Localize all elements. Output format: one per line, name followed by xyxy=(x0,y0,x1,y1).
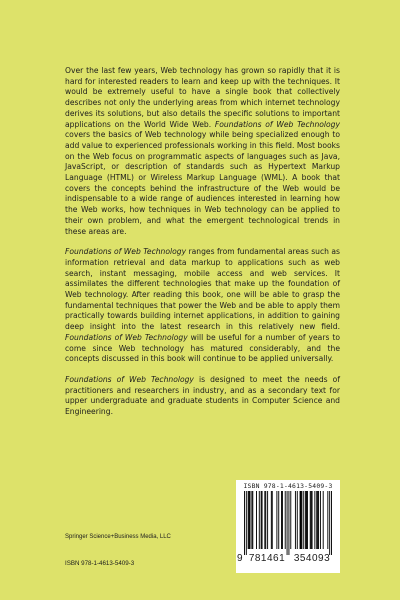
barcode-bar xyxy=(249,491,250,549)
barcode-bar xyxy=(290,491,291,549)
barcode-bar xyxy=(281,491,282,549)
barcode-bar xyxy=(261,491,262,549)
barcode-bar xyxy=(262,491,263,549)
barcode-bar xyxy=(271,491,272,549)
barcode-bar xyxy=(331,491,332,555)
barcode-bar xyxy=(267,491,268,549)
barcode-isbn-text: ISBN 978-1-4613-5409-3 xyxy=(243,482,333,490)
barcode-bar xyxy=(317,491,318,549)
barcode-bar xyxy=(272,491,273,549)
barcode-bar xyxy=(285,491,286,549)
isbn-barcode xyxy=(236,480,340,573)
barcode-bar xyxy=(288,491,289,555)
publisher-name: Springer Science+Business Media, LLC xyxy=(65,534,171,540)
barcode-bar xyxy=(306,491,307,549)
book-title-italic: Foundations of Web Technology xyxy=(65,247,187,257)
barcode-bar xyxy=(305,491,306,549)
barcode-bar xyxy=(320,491,321,549)
description-paragraph-2: Foundations of Web Technology ranges from fundamental areas such as information retrieval and data markup to applications such as web search, instant messaging, mobile access and web services. It assimilates the different technologies that make up the foundation of Web technology. After reading this book, one will be able to grasp the fundamental techniques that power the Web and be able to apply them practically towards building internet applications, in addition to gaining deep insight into the latest research in this relatively new field. Foundations of Web Technology will be useful for a number of years to come since Web technology has matured considerably, and the concepts discussed in this book will continue to be applied universally. xyxy=(65,247,340,364)
barcode-bar xyxy=(282,491,283,549)
barcode-bar xyxy=(327,491,328,549)
barcode-bar xyxy=(297,491,298,549)
back-cover-description xyxy=(65,66,340,428)
barcode-bar xyxy=(287,491,288,555)
barcode-bar xyxy=(301,491,302,549)
barcode-bar xyxy=(252,491,253,549)
barcode-first-digit: 9 xyxy=(237,553,243,564)
barcode-bar xyxy=(264,491,265,549)
barcode-bar xyxy=(295,491,296,549)
barcode-bar xyxy=(278,491,279,549)
barcode-left-digits: 781461 xyxy=(248,553,286,564)
barcode-bar xyxy=(251,491,252,549)
barcode-right-digits: 354093 xyxy=(293,553,331,564)
barcode-bar xyxy=(311,491,312,549)
book-title-italic: Foundations of Web Technology xyxy=(214,119,340,129)
description-paragraph-1: Over the last few years, Web technology has grown so rapidly that it is hard for interested readers to learn and keep up with the techniques. It would be extremely useful to have a single book that collectively describes not only the underlying areas from which internet technology derives its solutions, but also details the specific solutions to important applications on the World Wide Web. Foundations of Web Technology covers the basics of Web technology while being specialized enough to add value to experienced professionals working in this field. Most books on the Web focus on programmatic aspects of languages such as Java, JavaScript, or description of standards such as Hypertext Markup Language (HTML) or Wireless Markup Language (WML). A book that covers the concepts behind the infrastructure of the Web would be indispensable to a wide range of audiences interested in learning how the Web works, how techniques in Web technology can be applied to their own problem, and what the emergent technological trends in these areas are. xyxy=(65,66,340,236)
barcode-bar xyxy=(246,491,247,555)
description-paragraph-3: Foundations of Web Technology is designed to meet the needs of practitioners and researchers in industry, and as a secondary text for upper undergraduate and graduate students in Computer Science and Engineering. xyxy=(65,374,340,417)
barcode-bar xyxy=(318,491,319,549)
barcode-bar xyxy=(307,491,308,549)
isbn-label: ISBN 978-1-4613-5409-3 xyxy=(65,560,135,567)
book-title-italic: Foundations of Web Technology xyxy=(65,332,188,342)
barcode-bar xyxy=(316,491,317,549)
barcode-bar xyxy=(323,491,324,549)
barcode-bar xyxy=(314,491,315,549)
barcode-bar xyxy=(301,491,302,549)
barcode-bar xyxy=(259,491,260,549)
barcode-bars xyxy=(244,491,332,555)
barcode-bar xyxy=(329,491,330,555)
barcode-bar xyxy=(244,491,245,555)
barcode-bar xyxy=(303,491,304,549)
barcode-bar xyxy=(312,491,313,549)
barcode-bar xyxy=(265,491,266,549)
book-title-italic: Foundations of Web Technology xyxy=(65,374,194,384)
barcode-bar xyxy=(256,491,257,549)
barcode-bar xyxy=(248,491,249,549)
barcode-bar xyxy=(300,491,301,549)
barcode-bar xyxy=(250,491,251,549)
barcode-bar xyxy=(276,491,277,549)
barcode-bar xyxy=(310,491,311,549)
